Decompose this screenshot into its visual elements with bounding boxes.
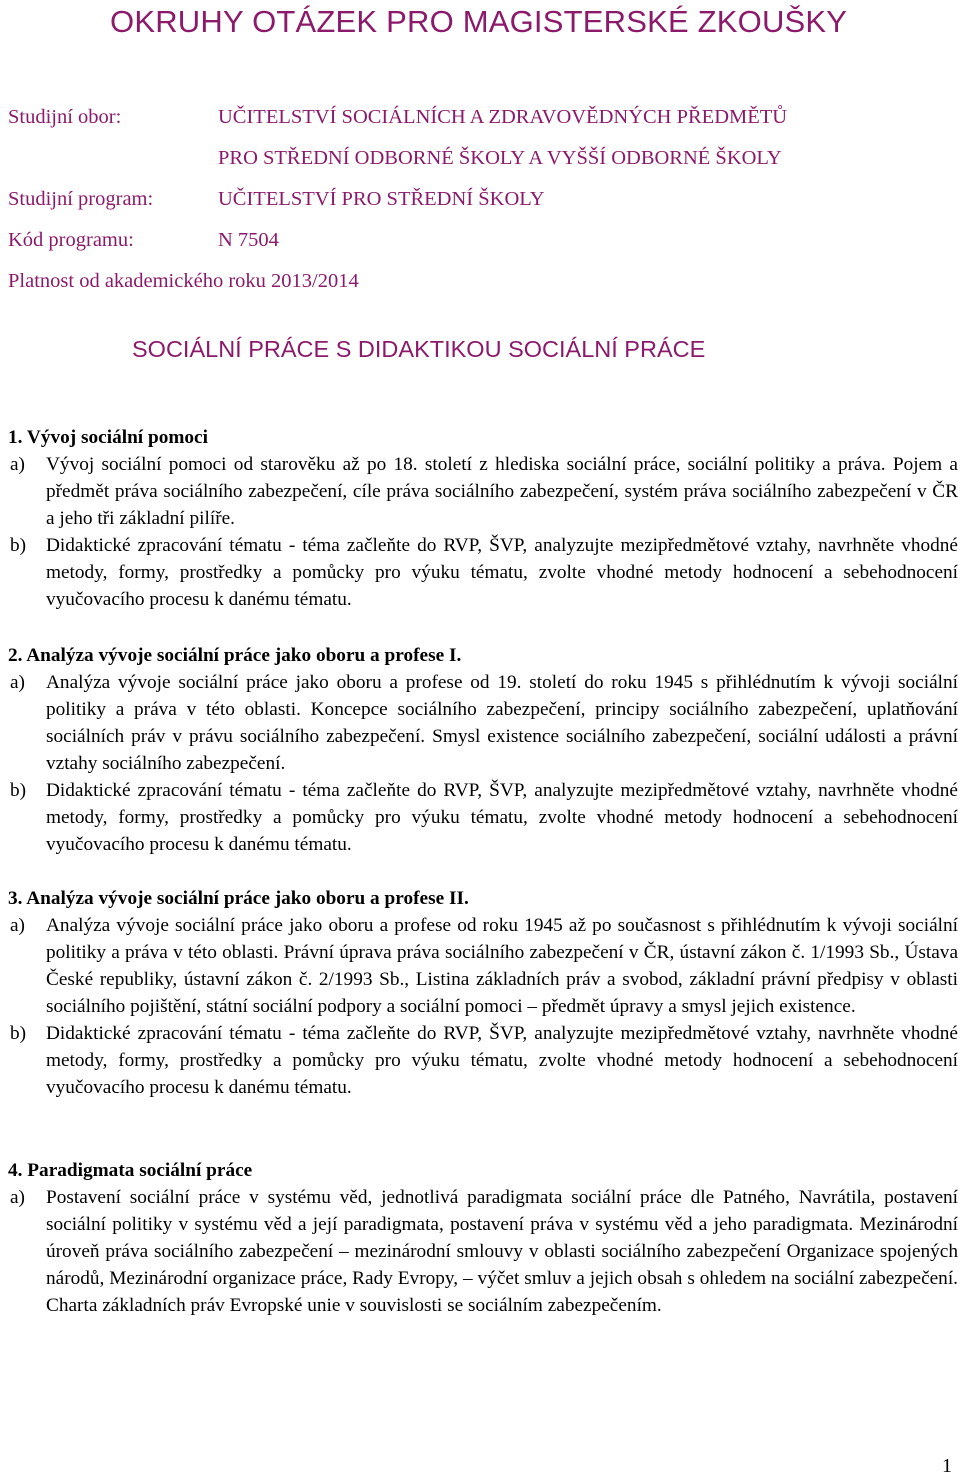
item-text: Analýza vývoje sociální práce jako oboru a profese od roku 1945 až po současnost s přihlédnutím k vývoji sociální politiky a práva v této oblasti. Právní úprava práva sociálního zabezpečení v ČR, ústavní zákon č. 1/1993 Sb., Ústava České republiky, ústavní zákon č. 2/1993 Sb., Listina základních práv a svobod, základní právní předpisy v oblasti sociálního pojištění, státní sociální podpory a sociální pomoci – předmět úpravy a smysl jejich existence. (46, 915, 958, 1017)
question-1-part-b (8, 532, 958, 613)
question-4-part-a (8, 1184, 958, 1319)
document-title: OKRUHY OTÁZEK PRO MAGISTERSKÉ ZKOUŠKY (110, 4, 848, 39)
item-text: Didaktické zpracování tématu - téma začleňte do RVP, ŠVP, analyzujte mezipředmětové vztahy, navrhněte vhodné metody, formy, prostředky a pomůcky pro výuku tématu, zvolte vhodné metody hodnocení a sebehodnocení vyučovacího procesu k danému tématu. (46, 535, 958, 610)
program-label: Studijní program: (8, 188, 154, 210)
item-label: b) (10, 780, 27, 801)
item-label: a) (10, 672, 25, 693)
question-heading: 4. Paradigmata sociální práce (8, 1160, 253, 1181)
kod-value: N 7504 (218, 229, 279, 251)
question-4 (8, 1157, 958, 1319)
page-number: 1 (942, 1455, 952, 1477)
question-1-part-a (8, 451, 958, 532)
question-heading: 1. Vývoj sociální pomoci (8, 427, 208, 448)
item-text: Didaktické zpracování tématu - téma začleňte do RVP, ŠVP, analyzujte mezipředmětové vztahy, navrhněte vhodné metody, formy, prostředky a pomůcky pro výuku tématu, zvolte vhodné metody hodnocení a sebehodnocení vyučovacího procesu k danému tématu. (46, 780, 958, 855)
question-3 (8, 885, 958, 1101)
program-value: UČITELSTVÍ PRO STŘEDNÍ ŠKOLY (218, 188, 545, 210)
question-3-part-b (8, 1020, 958, 1101)
item-text: Postavení sociální práce v systému věd, jednotlivá paradigmata sociální práce dle Patného, Navrátila, postavení sociální politiky v systému věd a její paradigmata, postavení práva v systému věd a jeho paradigmata. Mezinárodní úroveň práva sociálního zabezpečení – mezinárodní smlouvy v oblasti sociálního zabezpečení Organizace spojených národů, Mezinárodní organizace práce, Rady Evropy, – výčet smluv a jejich obsah s ohledem na sociální zabezpečení. Charta základních práv Evropské unie v souvislosti se sociálním zabezpečením. (46, 1187, 958, 1316)
question-heading: 3. Analýza vývoje sociální práce jako oboru a profese II. (8, 888, 469, 909)
obor-value-line1: UČITELSTVÍ SOCIÁLNÍCH A ZDRAVOVĚDNÝCH PŘEDMĚTŮ (218, 106, 788, 128)
item-label: a) (10, 454, 25, 475)
question-heading: 2. Analýza vývoje sociální práce jako oboru a profese I. (8, 645, 462, 666)
item-text: Analýza vývoje sociální práce jako oboru a profese od 19. století do roku 1945 s přihlédnutím k vývoji sociální politiky a práva v této oblasti. Koncepce sociálního zabezpečení, principy sociálního zabezpečení, uplatňování sociálních práv v právu sociálního zabezpečení. Smysl existence sociálního zabezpečení, sociální události a právní vztahy sociálního zabezpečení. (46, 672, 958, 774)
question-1 (8, 424, 958, 613)
platnost-text: Platnost od akademického roku 2013/2014 (8, 270, 359, 292)
item-label: a) (10, 1187, 25, 1208)
obor-label: Studijní obor: (8, 106, 122, 128)
question-3-part-a (8, 912, 958, 1020)
item-label: a) (10, 915, 25, 936)
kod-label: Kód programu: (8, 229, 134, 251)
item-label: b) (10, 535, 27, 556)
question-2-part-a (8, 669, 958, 777)
obor-value-line2: PRO STŘEDNÍ ODBORNÉ ŠKOLY A VYŠŠÍ ODBORNÉ ŠKOLY (218, 147, 782, 169)
item-label: b) (10, 1023, 27, 1044)
subject-heading: SOCIÁLNÍ PRÁCE S DIDAKTIKOU SOCIÁLNÍ PRÁCE (132, 336, 706, 362)
item-text: Didaktické zpracování tématu - téma začleňte do RVP, ŠVP, analyzujte mezipředmětové vztahy, navrhněte vhodné metody, formy, prostředky a pomůcky pro výuku tématu, zvolte vhodné metody hodnocení a sebehodnocení vyučovacího procesu k danému tématu. (46, 1023, 958, 1098)
item-text: Vývoj sociální pomoci od starověku až po 18. století z hlediska sociální práce, sociální politiky a práva. Pojem a předmět práva sociálního zabezpečení, cíle práva sociálního zabezpečení, systém práva sociálního zabezpečení v ČR a jeho tři základní pilíře. (46, 454, 958, 529)
question-2 (8, 642, 958, 858)
question-2-part-b (8, 777, 958, 858)
